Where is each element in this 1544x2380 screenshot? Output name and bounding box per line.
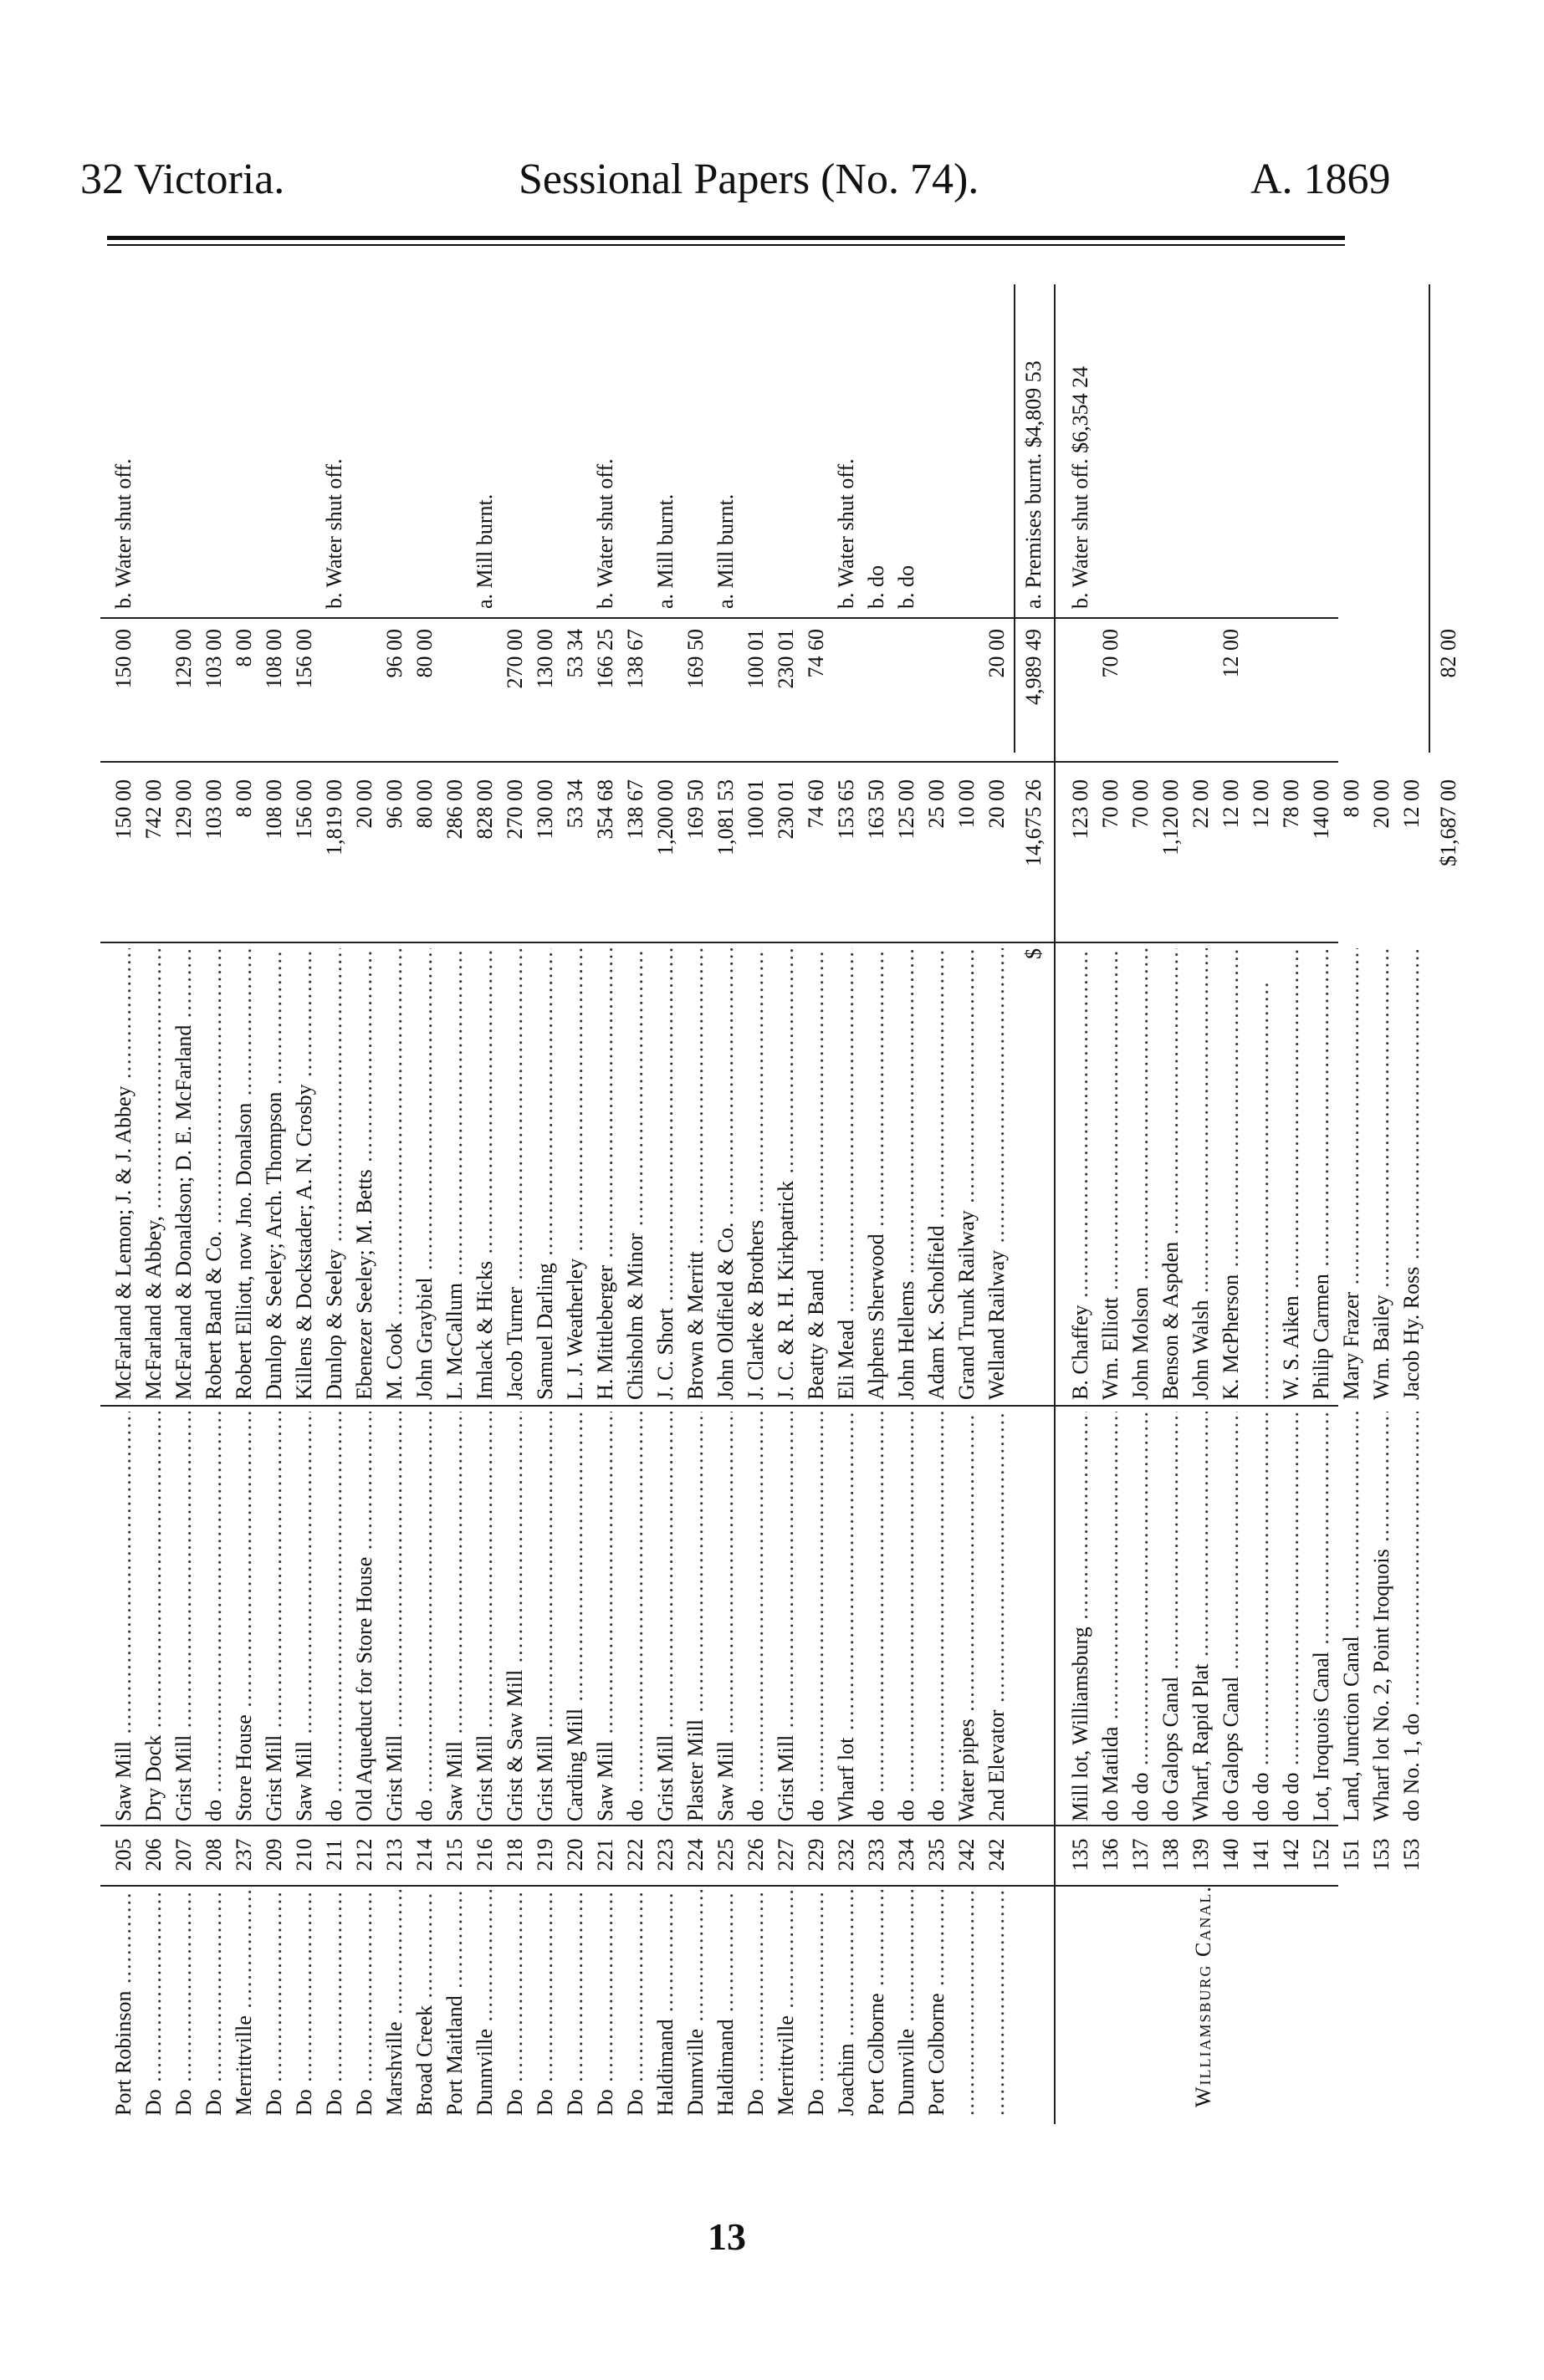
table-row bbox=[500, 284, 530, 2124]
property-cell: Wharf lot No. 2, Point Iroquois ..... bbox=[1367, 1412, 1397, 1821]
property-cell: do do ..... bbox=[1276, 1412, 1306, 1821]
table-row bbox=[470, 284, 500, 2124]
lot-number-cell: 232 bbox=[834, 1838, 858, 1872]
property-cell: Grist Mill ..... bbox=[530, 1412, 560, 1821]
lessee-cell: Eli Mead ..... bbox=[831, 948, 861, 1400]
paid-cell: 70 00 bbox=[1098, 629, 1122, 678]
paid-cell: 156 00 bbox=[292, 629, 316, 689]
rent-cell: 742 00 bbox=[141, 779, 166, 840]
location-cell: Broad Creek ..... bbox=[410, 1890, 440, 2116]
rent-cell: 96 00 bbox=[382, 779, 406, 829]
location-cell: Marshville ..... bbox=[380, 1890, 410, 2116]
lessee-cell: Imlack & Hicks ..... bbox=[470, 948, 500, 1400]
lot-number-cell: 142 bbox=[1279, 1838, 1303, 1872]
location-cell: Do ..... bbox=[169, 1890, 199, 2116]
table-row bbox=[711, 284, 741, 2124]
lessee-cell: J. C. & R. H. Kirkpatrick ..... bbox=[771, 948, 801, 1400]
lot-number-cell: 135 bbox=[1068, 1838, 1092, 1872]
lot-number-cell: 215 bbox=[442, 1838, 467, 1872]
lessee-cell: McFarland & Donaldson; D. E. McFarland ..... bbox=[169, 948, 199, 1400]
lot-number-cell: 206 bbox=[141, 1838, 166, 1872]
lot-number-cell: 233 bbox=[864, 1838, 888, 1872]
rent-cell: 12 00 bbox=[1219, 779, 1243, 829]
property-cell: Dry Dock ..... bbox=[139, 1412, 169, 1821]
location-cell: Merrittville ..... bbox=[771, 1890, 801, 2116]
property-cell: Grist Mill ..... bbox=[169, 1412, 199, 1821]
lessee-cell: Chisholm & Minor ..... bbox=[621, 948, 651, 1400]
total-rent-cell: $1,687 00 bbox=[1436, 779, 1460, 866]
lessee-cell: Philip Carmen ..... bbox=[1306, 948, 1337, 1400]
location-cell: Joachim ..... bbox=[831, 1890, 861, 2116]
rent-cell: 156 00 bbox=[292, 779, 316, 840]
lessee-cell: McFarland & Lemon; J. & J. Abbey ..... bbox=[109, 948, 139, 1400]
rent-cell: 70 00 bbox=[1098, 779, 1122, 829]
header-rule-thin bbox=[107, 244, 1345, 246]
location-cell: Do ..... bbox=[741, 1890, 771, 2116]
rent-cell: 153 65 bbox=[834, 779, 858, 840]
table-row bbox=[380, 284, 410, 2124]
lot-number-cell: 152 bbox=[1309, 1838, 1333, 1872]
table-row bbox=[560, 284, 591, 2124]
location-cell: Do ..... bbox=[591, 1890, 621, 2116]
location-cell: Merrittville ..... bbox=[229, 1890, 259, 2116]
table-row bbox=[892, 284, 922, 2124]
lot-number-cell: 227 bbox=[774, 1838, 798, 1872]
paid-cell: 100 01 bbox=[744, 629, 768, 689]
lessee-cell: J. Clarke & Brothers ..... bbox=[741, 948, 771, 1400]
lessee-cell: Wm. Elliott ..... bbox=[1096, 948, 1126, 1400]
rent-cell: 108 00 bbox=[262, 779, 286, 840]
lessee-cell: H. Mittleberger ..... bbox=[591, 948, 621, 1400]
location-cell: Do ..... bbox=[560, 1890, 591, 2116]
lessee-cell: Robert Elliott, now Jno. Donalson ..... bbox=[229, 948, 259, 1400]
table-row bbox=[591, 284, 621, 2124]
paid-cell: 20 00 bbox=[984, 629, 1009, 678]
total-row bbox=[1019, 284, 1049, 2124]
property-cell: do do ..... bbox=[1246, 1412, 1276, 1821]
total-rule bbox=[1429, 284, 1430, 753]
property-cell: do ..... bbox=[801, 1412, 831, 1821]
location-cell: Port Colborne ..... bbox=[861, 1890, 892, 2116]
remarks-cell: a. Mill burnt. bbox=[473, 493, 497, 609]
lessee-cell: Mary Frazer ..... bbox=[1337, 948, 1367, 1400]
lessee-cell: John Walsh ..... bbox=[1186, 948, 1216, 1400]
table-row bbox=[440, 284, 470, 2124]
property-cell: do ..... bbox=[922, 1412, 952, 1821]
paid-cell: 12 00 bbox=[1219, 629, 1243, 678]
paid-cell: 169 50 bbox=[683, 629, 708, 689]
table-row bbox=[621, 284, 651, 2124]
lot-number-cell: 219 bbox=[533, 1838, 557, 1872]
table-row bbox=[109, 284, 139, 2124]
rent-cell: 20 00 bbox=[984, 779, 1009, 829]
lessee-cell: J. C. Short ..... bbox=[651, 948, 681, 1400]
property-cell: Wharf, Rapid Plat ..... bbox=[1186, 1412, 1216, 1821]
property-cell: Mill lot, Williamsburg ..... bbox=[1066, 1412, 1096, 1821]
table-row bbox=[771, 284, 801, 2124]
lot-number-cell: 237 bbox=[232, 1838, 256, 1872]
remarks-cell: b. Water shut off. bbox=[322, 458, 346, 609]
property-cell: do ..... bbox=[892, 1412, 922, 1821]
section-rule bbox=[1054, 284, 1056, 2124]
lessee-cell: Jacob Turner ..... bbox=[500, 948, 530, 1400]
table-row bbox=[681, 284, 711, 2124]
rent-cell: 163 50 bbox=[864, 779, 888, 840]
location-cell: Do ..... bbox=[801, 1890, 831, 2116]
paid-cell: 129 00 bbox=[171, 629, 196, 689]
remarks-cell: b. Water shut off. bbox=[593, 458, 617, 609]
lot-number-cell: 138 bbox=[1158, 1838, 1183, 1872]
table-row bbox=[1306, 284, 1337, 2124]
lot-number-cell: 137 bbox=[1128, 1838, 1153, 1872]
table-row bbox=[229, 284, 259, 2124]
paid-cell: 108 00 bbox=[262, 629, 286, 689]
table-row bbox=[1186, 284, 1216, 2124]
property-cell: Lot, Iroquois Canal ..... bbox=[1306, 1412, 1337, 1821]
lessee-cell: B. Chaffey ..... bbox=[1066, 948, 1096, 1400]
rent-cell: 230 01 bbox=[774, 779, 798, 840]
location-cell bbox=[982, 1890, 1012, 2116]
total-paid-cell: 4,989 49 bbox=[1021, 629, 1046, 705]
table-row bbox=[952, 284, 982, 2124]
paid-cell: 230 01 bbox=[774, 629, 798, 689]
table-row bbox=[199, 284, 229, 2124]
lessee-cell: John Hellems ..... bbox=[892, 948, 922, 1400]
property-cell: do ..... bbox=[410, 1412, 440, 1821]
page-number: 13 bbox=[708, 2215, 746, 2258]
property-cell: Wharf lot ..... bbox=[831, 1412, 861, 1821]
total-currency-symbol: $ bbox=[1021, 948, 1046, 959]
rent-cell: 1,120 00 bbox=[1158, 779, 1183, 855]
rent-cell: 129 00 bbox=[171, 779, 196, 840]
lessee-cell: L. McCallum ..... bbox=[440, 948, 470, 1400]
property-cell: 2nd Elevator ..... bbox=[982, 1412, 1012, 1821]
rent-cell: 80 00 bbox=[412, 779, 437, 829]
lot-number-cell: 216 bbox=[473, 1838, 497, 1872]
location-cell: Do ..... bbox=[530, 1890, 560, 2116]
table-row bbox=[861, 284, 892, 2124]
lot-number-cell: 136 bbox=[1098, 1838, 1122, 1872]
property-cell: Grist Mill ..... bbox=[259, 1412, 289, 1821]
property-cell: do Galops Canal ..... bbox=[1156, 1412, 1186, 1821]
remarks-cell: b. Water shut off. $6,354 24 bbox=[1068, 365, 1092, 609]
lot-number-cell: 224 bbox=[683, 1838, 708, 1872]
total-remarks-cell: a. Premises burnt. $4,809 53 bbox=[1021, 360, 1046, 609]
lessee-cell: W. S. Aiken ..... bbox=[1276, 948, 1306, 1400]
lot-number-cell: 139 bbox=[1189, 1838, 1213, 1872]
lot-number-cell: 212 bbox=[352, 1838, 376, 1872]
table-row bbox=[1337, 284, 1367, 2124]
lessee-cell: Grand Trunk Railway ..... bbox=[952, 948, 982, 1400]
total-rent-cell: 14,675 26 bbox=[1021, 779, 1046, 866]
property-cell: Grist Mill ..... bbox=[380, 1412, 410, 1821]
location-cell: Dunnville ..... bbox=[470, 1890, 500, 2116]
rent-cell: 123 00 bbox=[1068, 779, 1092, 840]
property-cell: do ..... bbox=[861, 1412, 892, 1821]
property-cell: Saw Mill ..... bbox=[109, 1412, 139, 1821]
remarks-cell: a. Mill burnt. bbox=[713, 493, 738, 609]
paid-cell: 53 34 bbox=[563, 629, 587, 678]
lot-number-cell: 242 bbox=[954, 1838, 979, 1872]
lessee-cell bbox=[1246, 948, 1276, 1400]
property-cell: Store House ..... bbox=[229, 1412, 259, 1821]
location-cell: Do ..... bbox=[259, 1890, 289, 2116]
location-cell: Do ..... bbox=[621, 1890, 651, 2116]
rent-cell: 53 34 bbox=[563, 779, 587, 829]
lot-number-cell: 210 bbox=[292, 1838, 316, 1872]
rent-cell: 20 00 bbox=[352, 779, 376, 829]
total-rule bbox=[1014, 284, 1015, 753]
lot-number-cell: 205 bbox=[111, 1838, 135, 1872]
location-cell: Haldimand ..... bbox=[651, 1890, 681, 2116]
location-cell: Port Maitland ..... bbox=[440, 1890, 470, 2116]
lessee-cell: Adam K. Scholfield ..... bbox=[922, 948, 952, 1400]
property-cell: do ..... bbox=[320, 1412, 350, 1821]
rent-cell: 286 00 bbox=[442, 779, 467, 840]
property-cell: Carding Mill ..... bbox=[560, 1412, 591, 1821]
lot-number-cell: 235 bbox=[924, 1838, 948, 1872]
lot-number-cell: 211 bbox=[322, 1838, 346, 1872]
remarks-cell: a. Mill burnt. bbox=[653, 493, 677, 609]
table-row bbox=[350, 284, 380, 2124]
property-cell: Land, Junction Canal ..... bbox=[1337, 1412, 1367, 1821]
location-cell: Port Robinson ..... bbox=[109, 1890, 139, 2116]
table-row bbox=[1367, 284, 1397, 2124]
location-cell: Do ..... bbox=[350, 1890, 380, 2116]
lessee-cell: Ebenezer Seeley; M. Betts ..... bbox=[350, 948, 380, 1400]
property-cell: Grist Mill ..... bbox=[771, 1412, 801, 1821]
rent-cell: 74 60 bbox=[804, 779, 828, 829]
location-cell: Do ..... bbox=[139, 1890, 169, 2116]
table-row bbox=[169, 284, 199, 2124]
lot-number-cell: 221 bbox=[593, 1838, 617, 1872]
property-cell: Saw Mill ..... bbox=[591, 1412, 621, 1821]
table-row bbox=[530, 284, 560, 2124]
property-cell: do do ..... bbox=[1126, 1412, 1156, 1821]
property-cell: Grist Mill ..... bbox=[651, 1412, 681, 1821]
rent-cell: 828 00 bbox=[473, 779, 497, 840]
property-cell: do ..... bbox=[199, 1412, 229, 1821]
location-cell: Haldimand ..... bbox=[711, 1890, 741, 2116]
lessee-cell: John Molson ..... bbox=[1126, 948, 1156, 1400]
lessee-cell: Welland Railway ..... bbox=[982, 948, 1012, 1400]
location-cell: Do ..... bbox=[500, 1890, 530, 2116]
lot-number-cell: 223 bbox=[653, 1838, 677, 1872]
lot-number-cell: 207 bbox=[171, 1838, 196, 1872]
lessee-cell: Benson & Aspden ..... bbox=[1156, 948, 1186, 1400]
canal-section-label: Williamsburg Canal. bbox=[1191, 1885, 1215, 2107]
lot-number-cell: 234 bbox=[894, 1838, 918, 1872]
rent-cell: 103 00 bbox=[202, 779, 226, 840]
lessee-cell: Jacob Hy. Ross ..... bbox=[1397, 948, 1427, 1400]
location-cell: Do ..... bbox=[320, 1890, 350, 2116]
location-cell bbox=[952, 1890, 982, 2116]
remarks-cell: b. do bbox=[864, 565, 888, 609]
rent-cell: 169 50 bbox=[683, 779, 708, 840]
table-row bbox=[651, 284, 681, 2124]
rent-cell: 100 01 bbox=[744, 779, 768, 840]
location-cell: Port Colborne ..... bbox=[922, 1890, 952, 2116]
rent-cell: 125 00 bbox=[894, 779, 918, 840]
table-row bbox=[1096, 284, 1126, 2124]
paid-cell: 103 00 bbox=[202, 629, 226, 689]
table-row bbox=[139, 284, 169, 2124]
rent-cell: 140 00 bbox=[1309, 779, 1333, 840]
rent-cell: 12 00 bbox=[1399, 779, 1424, 829]
paid-cell: 166 25 bbox=[593, 629, 617, 689]
remarks-cell: b. Water shut off. bbox=[834, 458, 858, 609]
lot-number-cell: 225 bbox=[713, 1838, 738, 1872]
table-row bbox=[259, 284, 289, 2124]
total-row bbox=[1434, 284, 1464, 2124]
table-row bbox=[1126, 284, 1156, 2124]
table-row bbox=[1246, 284, 1276, 2124]
table-row bbox=[801, 284, 831, 2124]
rent-cell: 150 00 bbox=[111, 779, 135, 840]
paid-cell: 270 00 bbox=[503, 629, 527, 689]
lessee-cell: Dunlop & Seeley ..... bbox=[320, 948, 350, 1400]
lessee-cell: Alphens Sherwood ..... bbox=[861, 948, 892, 1400]
lessee-cell: Wm. Bailey ..... bbox=[1367, 948, 1397, 1400]
header-right: A. 1869 bbox=[1250, 156, 1391, 203]
header-rule bbox=[107, 236, 1345, 240]
header-left: 32 Victoria. bbox=[80, 156, 285, 203]
location-cell: Dunnville ..... bbox=[892, 1890, 922, 2116]
property-cell: do Galops Canal ..... bbox=[1216, 1412, 1246, 1821]
table-row bbox=[922, 284, 952, 2124]
paid-cell: 130 00 bbox=[533, 629, 557, 689]
lot-number-cell: 214 bbox=[412, 1838, 437, 1872]
remarks-cell: b. Water shut off. bbox=[111, 458, 135, 609]
rent-cell: 12 00 bbox=[1249, 779, 1273, 829]
lot-number-cell: 140 bbox=[1219, 1838, 1243, 1872]
lot-number-cell: 222 bbox=[623, 1838, 647, 1872]
table-row bbox=[831, 284, 861, 2124]
property-cell: Saw Mill ..... bbox=[289, 1412, 320, 1821]
location-cell: Do ..... bbox=[289, 1890, 320, 2116]
location-cell: Dunnville ..... bbox=[681, 1890, 711, 2116]
lot-number-cell: 229 bbox=[804, 1838, 828, 1872]
paid-cell: 80 00 bbox=[412, 629, 437, 678]
table-row bbox=[320, 284, 350, 2124]
paid-cell: 150 00 bbox=[111, 629, 135, 689]
property-cell: do ..... bbox=[621, 1412, 651, 1821]
property-cell: do ..... bbox=[741, 1412, 771, 1821]
rent-cell: 8 00 bbox=[1339, 779, 1363, 818]
table-row bbox=[741, 284, 771, 2124]
table-row bbox=[982, 284, 1012, 2124]
paid-cell: 74 60 bbox=[804, 629, 828, 678]
property-cell: Grist Mill ..... bbox=[470, 1412, 500, 1821]
rent-cell: 1,819 00 bbox=[322, 779, 346, 855]
rent-cell: 25 00 bbox=[924, 779, 948, 829]
lessee-cell: Samuel Darling ..... bbox=[530, 948, 560, 1400]
lot-number-cell: 153 bbox=[1399, 1838, 1424, 1872]
rent-cell: 78 00 bbox=[1279, 779, 1303, 829]
lot-number-cell: 208 bbox=[202, 1838, 226, 1872]
lot-number-cell: 213 bbox=[382, 1838, 406, 1872]
rent-cell: 70 00 bbox=[1128, 779, 1153, 829]
lessee-cell: John Graybiel ..... bbox=[410, 948, 440, 1400]
paid-cell: 96 00 bbox=[382, 629, 406, 678]
property-cell: Saw Mill ..... bbox=[440, 1412, 470, 1821]
rent-cell: 20 00 bbox=[1369, 779, 1393, 829]
total-paid-cell: 82 00 bbox=[1436, 629, 1460, 678]
rotated-table bbox=[100, 284, 1460, 2124]
property-cell: do No. 1, do ..... bbox=[1397, 1412, 1427, 1821]
table-row bbox=[1156, 284, 1186, 2124]
property-cell: Old Aqueduct for Store House ..... bbox=[350, 1412, 380, 1821]
lessee-cell: K. McPherson ..... bbox=[1216, 948, 1246, 1400]
table-row bbox=[1276, 284, 1306, 2124]
lessee-cell: Beatty & Band ..... bbox=[801, 948, 831, 1400]
lot-number-cell: 226 bbox=[744, 1838, 768, 1872]
lot-number-cell: 220 bbox=[563, 1838, 587, 1872]
lessee-cell: Dunlop & Seeley; Arch. Thompson ..... bbox=[259, 948, 289, 1400]
rent-cell: 10 00 bbox=[954, 779, 979, 829]
lessee-cell: Brown & Merritt ..... bbox=[681, 948, 711, 1400]
table-row bbox=[410, 284, 440, 2124]
rent-cell: 354 68 bbox=[593, 779, 617, 840]
lot-number-cell: 153 bbox=[1369, 1838, 1393, 1872]
lessee-cell: John Oldfield & Co. ..... bbox=[711, 948, 741, 1400]
property-cell: do Matilda ..... bbox=[1096, 1412, 1126, 1821]
table-row bbox=[289, 284, 320, 2124]
rent-cell: 130 00 bbox=[533, 779, 557, 840]
property-cell: Saw Mill ..... bbox=[711, 1412, 741, 1821]
remarks-cell: b. do bbox=[894, 565, 918, 609]
lot-number-cell: 218 bbox=[503, 1838, 527, 1872]
paid-cell: 8 00 bbox=[232, 629, 256, 667]
lessee-cell: Robert Band & Co. ..... bbox=[199, 948, 229, 1400]
lot-number-cell: 242 bbox=[984, 1838, 1009, 1872]
property-cell: Grist & Saw Mill ..... bbox=[500, 1412, 530, 1821]
lot-number-cell: 151 bbox=[1339, 1838, 1363, 1872]
table-row bbox=[1216, 284, 1246, 2124]
lessee-cell: McFarland & Abbey, ..... bbox=[139, 948, 169, 1400]
table-row bbox=[1066, 284, 1096, 2124]
location-cell: Do ..... bbox=[199, 1890, 229, 2116]
rent-cell: 22 00 bbox=[1189, 779, 1213, 829]
rent-cell: 1,200 00 bbox=[653, 779, 677, 855]
lot-number-cell: 209 bbox=[262, 1838, 286, 1872]
lessee-cell: M. Cook ..... bbox=[380, 948, 410, 1400]
rent-cell: 270 00 bbox=[503, 779, 527, 840]
lessee-cell: L. J. Weatherley ..... bbox=[560, 948, 591, 1400]
paid-cell: 138 67 bbox=[623, 629, 647, 689]
property-cell: Water pipes ..... bbox=[952, 1412, 982, 1821]
lot-number-cell: 141 bbox=[1249, 1838, 1273, 1872]
rent-cell: 8 00 bbox=[232, 779, 256, 818]
header-title: Sessional Papers (No. 74). bbox=[519, 156, 979, 203]
rent-cell: 1,081 53 bbox=[713, 779, 738, 855]
rent-cell: 138 67 bbox=[623, 779, 647, 840]
table-row bbox=[1397, 284, 1427, 2124]
lessee-cell: Killens & Dockstader; A. N. Crosby ..... bbox=[289, 948, 320, 1400]
property-cell: Plaster Mill ..... bbox=[681, 1412, 711, 1821]
